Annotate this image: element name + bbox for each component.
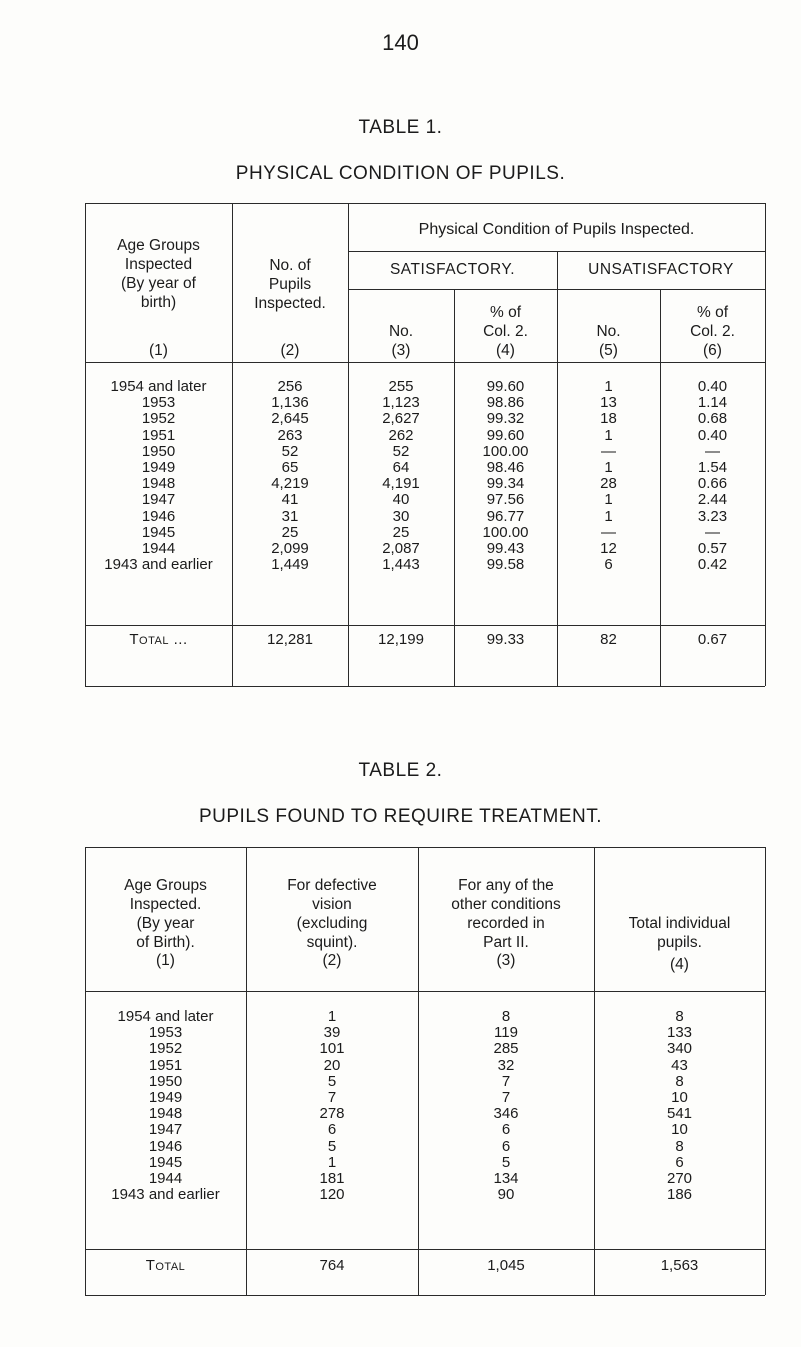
table1-col1-num: (1) (149, 342, 168, 359)
table2-cell: 8 (675, 1137, 684, 1155)
table2-col2-num: (2) (322, 952, 342, 969)
table1-row-label: 1954 and later (110, 378, 207, 395)
table1-col4-header (454, 303, 557, 341)
table1-header-main: Physical Condition of Pupils Inspected. (418, 221, 695, 238)
table2-col3-header (418, 876, 594, 952)
table1-cell: 99.43 (486, 540, 525, 557)
table1-cell: 1.54 (697, 459, 728, 476)
table2-cell: 186 (666, 1186, 693, 1204)
table1-cell: 3.23 (697, 507, 728, 525)
table2-cell: 6 (501, 1121, 511, 1139)
table1-total-col2: 12,281 (267, 631, 313, 648)
table1-cell: 99.34 (486, 475, 525, 493)
table1-cell: 99.60 (486, 378, 525, 395)
table1-cell: 98.86 (486, 394, 525, 412)
table2-col3-line: recorded in (467, 915, 545, 932)
table2-cell: 285 (493, 1040, 519, 1058)
table2-cell: 90 (497, 1186, 515, 1204)
table2-title: TABLE 2. (358, 760, 443, 781)
table1-total-col4: 99.33 (486, 631, 525, 648)
table1-cell: 4,219 (271, 475, 309, 493)
table1-row-label: 1953 (141, 394, 176, 412)
table1-cell: 255 (388, 378, 414, 395)
table1-cell: 0.68 (697, 410, 728, 428)
table2-bottom-rule (85, 1295, 765, 1296)
table1-col2-num: (2) (280, 342, 300, 359)
table2-cell: 6 (675, 1153, 684, 1171)
table2-col3-line: Part II. (483, 934, 529, 951)
table1-col3-num: (3) (391, 342, 411, 359)
table2-cell: 10 (671, 1121, 688, 1139)
table2-row-label: 1947 (148, 1121, 183, 1139)
table2-cell: 20 (323, 1056, 341, 1074)
table1-total-col3: 12,199 (378, 631, 424, 648)
table2-row-label: 1952 (148, 1040, 183, 1058)
table2-col2-line: vision (312, 896, 352, 913)
table1-cell: 18 (600, 410, 617, 428)
table1-cell: 0.40 (697, 378, 728, 395)
table2-cell: 10 (671, 1089, 688, 1106)
table1-cell: 100.00 (482, 442, 529, 460)
table2-total-col2: 764 (319, 1257, 345, 1274)
table2-cell: 119 (494, 1024, 518, 1042)
table1-cell: 0.57 (697, 540, 728, 557)
table1-cell: 262 (388, 426, 414, 444)
table1-col2-line: Inspected. (254, 295, 326, 312)
table1-cell: 99.60 (486, 426, 525, 444)
table2-row-label: 1945 (148, 1153, 183, 1171)
table1-cell: 41 (281, 491, 299, 509)
table2-col1-header (85, 876, 246, 952)
table2-col4-header (594, 914, 765, 952)
table1-col6-num: (6) (703, 342, 722, 359)
table2-col2-line: squint). (306, 934, 358, 951)
table1-row-label: 1951 (141, 426, 176, 444)
table1-row-label: 1944 (141, 540, 176, 557)
table1-cell: 31 (281, 507, 299, 525)
table2-cell: 270 (666, 1170, 693, 1187)
table2-row-label: 1954 and later (117, 1008, 214, 1025)
page-number: 140 (382, 30, 419, 55)
table1-col2-line: Pupils (268, 276, 312, 293)
table1-cell: 2,627 (382, 410, 420, 428)
table1-total-label: Total ... (129, 631, 188, 648)
table1-row-label: 1947 (141, 491, 176, 509)
table1-cell: — (705, 442, 720, 460)
table2-cell: 6 (327, 1121, 337, 1139)
table2-col4-num: (4) (670, 956, 689, 973)
table1-cell: 2.44 (697, 491, 728, 509)
table2-cell: 6 (501, 1137, 511, 1155)
table1-cell: 0.66 (697, 475, 728, 493)
table1-subtitle: PHYSICAL CONDITION OF PUPILS. (235, 163, 566, 184)
table2-col3-num: (3) (496, 952, 516, 969)
table1-col6-line: % of (696, 304, 728, 321)
table2-row-label: 1948 (148, 1105, 183, 1123)
table2-cell: 39 (323, 1024, 341, 1042)
table1-top-rule (85, 203, 765, 204)
table2-cell: 5 (327, 1072, 337, 1090)
table2-col3-line: other conditions (451, 896, 561, 913)
table2-col1-line: of Birth). (136, 934, 195, 951)
table1-col4-line: % of (489, 304, 521, 321)
table1-cell: — (601, 523, 616, 541)
table1-col1-line: (By year of (121, 275, 196, 292)
table1-cell: 28 (600, 475, 617, 493)
table2-cell: 7 (327, 1089, 337, 1106)
table1-col1-line: Inspected (124, 256, 193, 273)
table1-cell: 1 (604, 491, 613, 509)
table2-cell: 541 (666, 1105, 693, 1123)
table2-top-rule (85, 847, 765, 848)
table2-col4-line: pupils. (657, 934, 702, 951)
table2-col1-line: (By year (136, 915, 195, 932)
table1-header-rule (85, 362, 765, 363)
table1-cell: 263 (277, 426, 303, 444)
table2-row-label: 1950 (148, 1072, 183, 1090)
table2-cell: 8 (675, 1072, 684, 1090)
table1-cell: 1,443 (382, 556, 420, 574)
table1-cell: 99.32 (486, 410, 525, 428)
table1-cell: 52 (281, 442, 299, 460)
table1-cell: 1 (604, 459, 613, 476)
table1-cell: 2,087 (382, 540, 420, 557)
table1-vrule-6 (765, 203, 766, 686)
table2-cell: 32 (497, 1056, 515, 1074)
table2-cell: 278 (319, 1105, 345, 1123)
table2-cell: 340 (666, 1040, 693, 1058)
table2-cell: 1 (327, 1008, 337, 1025)
table1-cell: 1 (604, 426, 613, 444)
table2-total-label: Total (145, 1257, 186, 1274)
table2-col4-line: Total individual (628, 915, 731, 932)
table1-cell: 2,645 (271, 410, 309, 428)
table2-row-label: 1949 (148, 1089, 183, 1106)
table1-row-label: 1950 (141, 442, 176, 460)
table1-col2-line: No. of (269, 257, 311, 274)
table1-cell: 40 (392, 491, 410, 509)
table1-row-label: 1945 (141, 523, 176, 541)
table1-row-label: 1948 (141, 475, 176, 493)
table1-header-satisfactory: SATISFACTORY. (389, 261, 516, 278)
table1-cell: 25 (392, 523, 410, 541)
table2-total-rule (85, 1249, 765, 1250)
table1-cell: 99.58 (486, 556, 525, 574)
table1-col2-header (232, 256, 348, 313)
table1-cell: 65 (281, 459, 299, 476)
table2-subtitle: PUPILS FOUND TO REQUIRE TREATMENT. (198, 806, 603, 827)
table1-total-col5: 82 (600, 631, 617, 648)
table2-total-col4: 1,563 (660, 1257, 699, 1274)
table1-total-rule (85, 625, 765, 626)
table1-cell: 1,123 (382, 394, 420, 412)
table1-cell: 6 (604, 556, 613, 574)
table2-cell: 101 (319, 1040, 345, 1058)
table2-row-label: 1944 (148, 1170, 183, 1187)
table1-cell: 4,191 (382, 475, 420, 493)
table2-cell: 1 (327, 1153, 337, 1171)
table1-cell: 64 (392, 459, 410, 476)
table1-col5-num: (5) (599, 342, 618, 359)
table1-col6-header (660, 303, 765, 341)
table2-cell: 8 (675, 1008, 684, 1025)
table1-col1-line: birth) (140, 294, 177, 311)
table1-cell: 1,449 (271, 556, 309, 574)
table1-col1-line: Age Groups (117, 237, 200, 254)
table2-header-rule (85, 991, 765, 992)
table1-cell: 12 (600, 540, 617, 557)
table2-cell: 120 (319, 1186, 345, 1204)
table1-cell: 25 (281, 523, 299, 541)
table1-cell: — (601, 442, 616, 460)
table1-cell: 1 (604, 378, 613, 395)
table2-cell: 43 (671, 1056, 688, 1074)
table2-cell: 7 (501, 1072, 511, 1090)
table2-col2-header (246, 876, 418, 952)
table1-cell: 98.46 (486, 459, 525, 476)
table1-col4-line: Col. 2. (483, 323, 528, 340)
table1-row-label: 1943 and earlier (104, 556, 213, 574)
table1-cell: 0.40 (697, 426, 728, 444)
table1-col6-line: Col. 2. (690, 323, 735, 340)
table1-cell: 0.42 (697, 556, 728, 574)
table1-col3-label: No. (388, 323, 414, 340)
table2-cell: 346 (493, 1105, 519, 1123)
table1-header-unsatisfactory: UNSATISFACTORY (588, 261, 734, 278)
table2-cell: 5 (327, 1137, 337, 1155)
table2-col1-num: (1) (156, 952, 175, 969)
table1-cell: 97.56 (486, 491, 525, 509)
table2-row-label: 1946 (148, 1137, 183, 1155)
table2-total-col3: 1,045 (487, 1257, 525, 1274)
table1-bottom-rule (85, 686, 765, 687)
table2-vrule-4 (765, 847, 766, 1295)
table2-cell: 5 (501, 1153, 511, 1171)
table1-cell: 96.77 (486, 507, 525, 525)
table2-row-label: 1953 (148, 1024, 183, 1042)
table1-cell: 1,136 (271, 394, 309, 412)
table2-cell: 133 (666, 1024, 693, 1042)
table2-cell: 134 (493, 1170, 519, 1187)
table1-row-label: 1952 (141, 410, 176, 428)
table1-cell: 1.14 (697, 394, 728, 412)
table1-cell: 256 (277, 378, 303, 395)
table2-col1-line: Age Groups (124, 877, 207, 894)
table2-col2-line: For defective (287, 877, 377, 894)
table2-row-label: 1951 (148, 1056, 183, 1074)
table1-col1-header (85, 236, 232, 312)
table2-row-label: 1943 and earlier (111, 1186, 220, 1204)
table1-col4-num: (4) (496, 342, 515, 359)
table1-col5-label: No. (596, 323, 621, 340)
table1-cell: 100.00 (482, 523, 529, 541)
table1-cell: 52 (392, 442, 410, 460)
table1-row-label: 1949 (141, 459, 176, 476)
table2-cell: 7 (501, 1089, 511, 1106)
table2-col3-line: For any of the (458, 877, 554, 894)
table1-cell: 2,099 (271, 540, 309, 557)
table1-row-label: 1946 (141, 507, 176, 525)
table2-col1-line: Inspected. (129, 896, 202, 913)
table2-col2-line: (excluding (296, 915, 368, 932)
table1-cell: 1 (604, 507, 613, 525)
table2-cell: 8 (501, 1008, 511, 1025)
table2-cell: 181 (319, 1170, 345, 1187)
table1-cell: — (705, 523, 720, 541)
table1-title: TABLE 1. (358, 117, 443, 138)
table1-cell: 13 (600, 394, 617, 412)
table1-total-col6: 0.67 (697, 631, 728, 648)
table1-cell: 30 (392, 507, 410, 525)
